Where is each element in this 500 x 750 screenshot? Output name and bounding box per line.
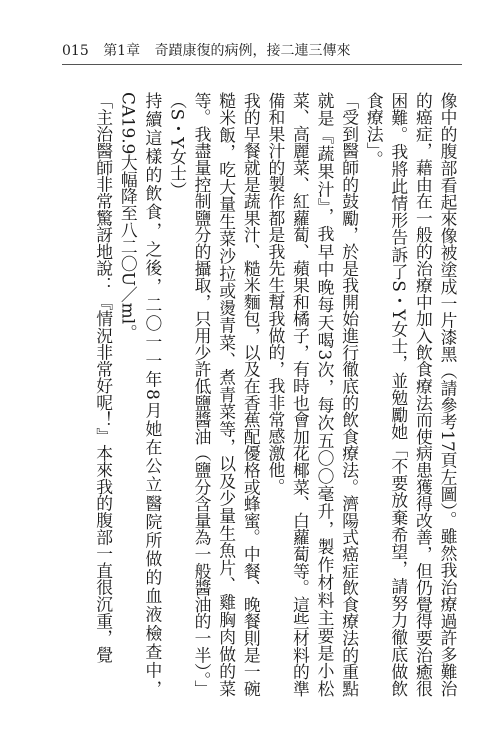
paragraph: 持續這樣的飲食，之後，二〇一一年8月她在公立醫院所做的血液檢查中，CA19.9大幅降至八二〇U／ml。	[118, 92, 163, 697]
header-divider	[62, 64, 462, 65]
paragraph: 「主治醫師非常驚訝地說：『情況非常好呢！』本來我的腹部一直很沉重，覺	[93, 92, 114, 663]
running-header	[62, 40, 462, 60]
page-number: 015	[62, 43, 89, 59]
chapter-title: 奇蹟康復的病例，接二連三傳來	[154, 43, 351, 59]
paragraph: 「受到醫師的鼓勵，於是我開始進行徹底的飲食療法。濟陽式癌症飲食療法的重點就是『蔬果汁』，我早中晚每天喝3次，每次五〇〇毫升，製作材料主要是小松菜、高麗菜、紅蘿蔔、蘋果和橘子，有時也會加花椰菜、白蘿蔔等。這些材料的準備和果汁的製作都是我先生幫我做的，我非常感激他。	[265, 92, 360, 697]
chapter-label: 第1章	[103, 43, 141, 59]
paragraph: 我的早餐就是蔬果汁、糙米麵包，以及在香蕉配優格或蜂蜜。中餐、晚餐則是一碗糙米飯，吃大量生菜沙拉或燙青菜、煮青菜等，以及少量生魚片、雞胸肉做的菜等。我盡量控制鹽分的攝取，只用少許低鹽醬油（鹽分含量為一般醬油的一半）。」（S・Y女士）	[167, 92, 262, 697]
body-text	[62, 92, 460, 697]
paragraph: 像中的腹部看起來像被塗成一片漆黑（請參考17頁左圖）。雖然我治療過許多難治的癌症，藉由在一般的治療中加入飲食療法而使病患獲得改善，但仍覺得要治癒很困難。我將此情形告訴了S・Y女士，並勉勵她「不要放棄希望，請努力徹底做飲食療法」。	[364, 92, 458, 697]
